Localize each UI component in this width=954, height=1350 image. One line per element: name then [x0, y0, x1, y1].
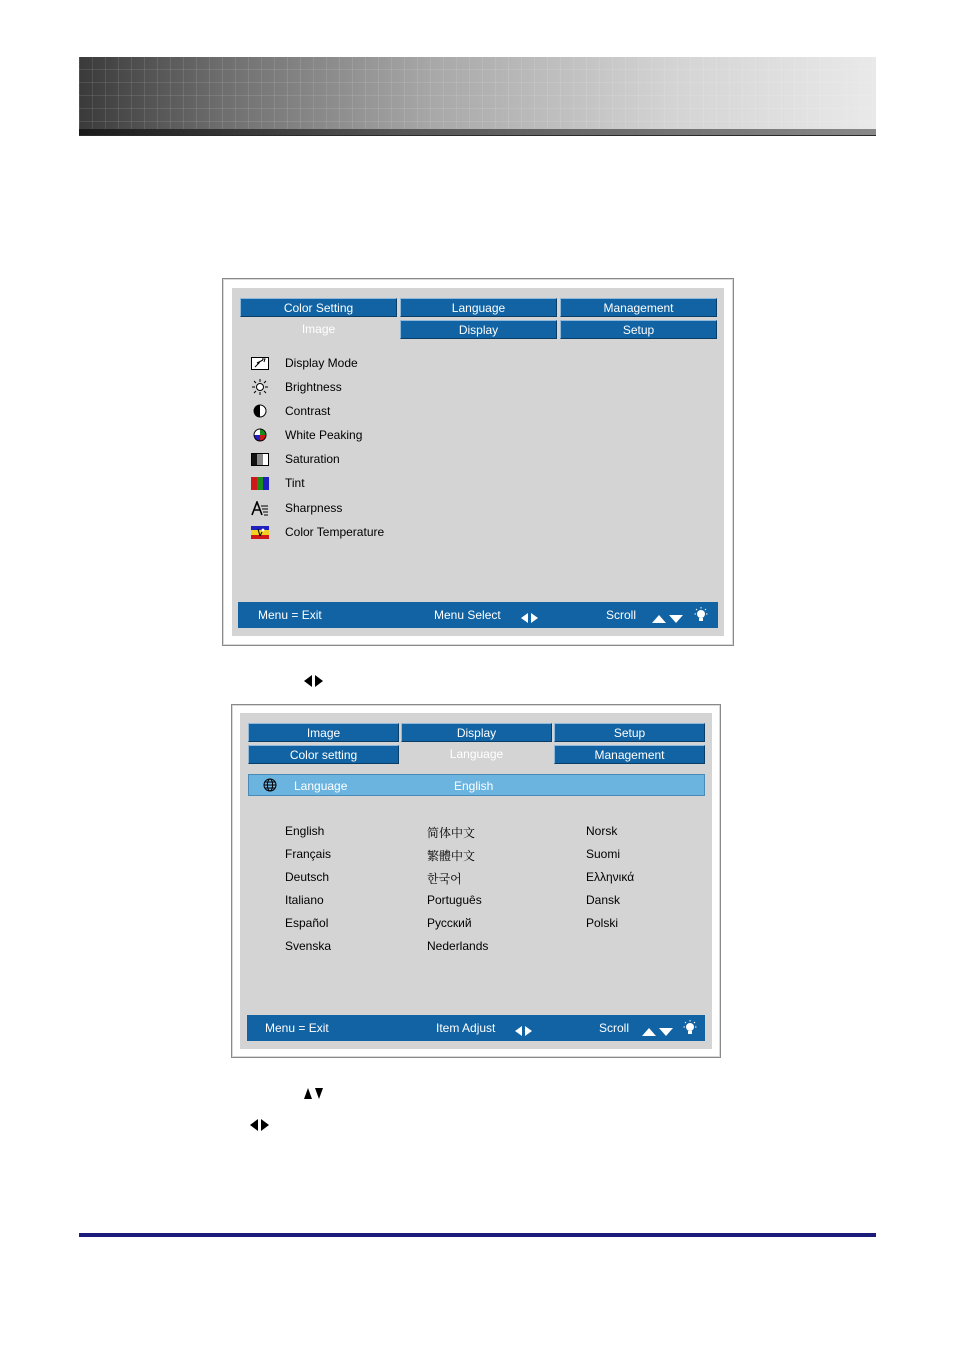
header-banner: [79, 57, 876, 136]
tab-display[interactable]: Display: [400, 320, 557, 339]
language-option[interactable]: 简体中文: [427, 826, 476, 840]
tab-display[interactable]: Display: [401, 723, 552, 742]
lamp-icon: [683, 1020, 697, 1039]
menu-item-saturation[interactable]: [250, 449, 340, 469]
menu-item-contrast[interactable]: [250, 401, 330, 421]
language-option[interactable]: 繁體中文: [427, 849, 476, 863]
osd-image-menu-frame: [222, 278, 734, 646]
tab-image[interactable]: Image: [248, 723, 399, 742]
menu-item-label: Tint: [285, 476, 305, 490]
menu-item-display-mode[interactable]: [250, 353, 358, 373]
left-right-arrows-icon: [250, 1119, 269, 1131]
up-down-arrows-icon: [304, 1088, 323, 1099]
status-scroll-hint: Scroll: [599, 1021, 630, 1035]
osd-status-bar: [247, 1015, 705, 1041]
menu-item-label: Contrast: [285, 404, 331, 418]
menu-item-label: White Peaking: [285, 428, 363, 442]
language-option[interactable]: 한국어: [427, 872, 462, 886]
up-down-arrows-icon: [642, 1024, 673, 1038]
sharpness-icon: [250, 501, 270, 515]
osd-image-menu: [232, 288, 724, 636]
language-option[interactable]: Norsk: [586, 824, 618, 838]
globe-icon: [263, 778, 277, 795]
status-exit-hint: Menu = Exit: [258, 608, 322, 622]
contrast-icon: [250, 404, 270, 418]
saturation-icon: [250, 452, 270, 466]
osd-language-menu-frame: [231, 704, 721, 1058]
status-adjust-hint: Item Adjust: [436, 1021, 496, 1035]
tab-language[interactable]: Language: [400, 298, 557, 317]
menu-item-label: Saturation: [285, 452, 340, 466]
status-exit-hint: Menu = Exit: [265, 1021, 329, 1035]
tab-language[interactable]: Language: [449, 747, 504, 761]
tint-icon: [250, 476, 270, 490]
osd-status-bar: [238, 602, 718, 628]
language-option[interactable]: Svenska: [285, 939, 332, 953]
menu-item-brightness[interactable]: [250, 377, 342, 397]
menu-item-label: Brightness: [285, 380, 342, 394]
color-temperature-icon: [250, 525, 270, 539]
language-option[interactable]: Português: [427, 893, 482, 907]
footer-rule: [79, 1233, 876, 1237]
up-down-arrows-icon: [652, 611, 683, 625]
lamp-icon: [694, 607, 708, 626]
language-option[interactable]: Polski: [586, 916, 619, 930]
language-option[interactable]: Русский: [427, 916, 472, 930]
language-value[interactable]: English: [454, 779, 494, 793]
status-scroll-hint: Scroll: [606, 608, 637, 622]
language-option[interactable]: Español: [285, 916, 329, 930]
menu-item-color-temperature[interactable]: [250, 522, 384, 542]
language-option[interactable]: Nederlands: [427, 939, 489, 953]
tab-image[interactable]: Image: [301, 322, 336, 336]
language-option[interactable]: Deutsch: [285, 870, 330, 884]
language-option[interactable]: Italiano: [285, 893, 324, 907]
tab-color-setting[interactable]: Color setting: [248, 745, 399, 764]
language-option[interactable]: Dansk: [586, 893, 621, 907]
menu-item-label: Color Temperature: [285, 525, 385, 539]
tab-setup[interactable]: Setup: [554, 723, 705, 742]
tab-setup[interactable]: Setup: [560, 320, 717, 339]
status-select-hint: Menu Select: [434, 608, 501, 622]
tab-color-setting[interactable]: Color Setting: [240, 298, 397, 317]
language-label: Language: [294, 779, 348, 793]
left-right-arrows-icon: [304, 675, 323, 687]
menu-item-white-peaking[interactable]: [250, 425, 362, 445]
menu-item-tint[interactable]: [250, 473, 305, 493]
tab-management[interactable]: Management: [554, 745, 705, 764]
menu-item-sharpness[interactable]: [250, 498, 342, 518]
menu-item-label: Sharpness: [285, 501, 343, 515]
language-option[interactable]: Ελληνικά: [586, 870, 635, 884]
language-option[interactable]: Suomi: [586, 847, 621, 861]
osd-language-menu: [240, 713, 712, 1049]
left-right-arrows-icon: [521, 610, 538, 624]
tab-management[interactable]: Management: [560, 298, 717, 317]
display-mode-icon: [250, 356, 270, 370]
language-option[interactable]: Français: [285, 847, 332, 861]
language-selection-row[interactable]: [248, 774, 705, 796]
white-peaking-icon: [250, 428, 270, 442]
left-right-arrows-icon: [515, 1023, 532, 1037]
language-option[interactable]: English: [285, 824, 325, 838]
menu-item-label: Display Mode: [285, 356, 358, 370]
brightness-icon: [250, 380, 270, 394]
